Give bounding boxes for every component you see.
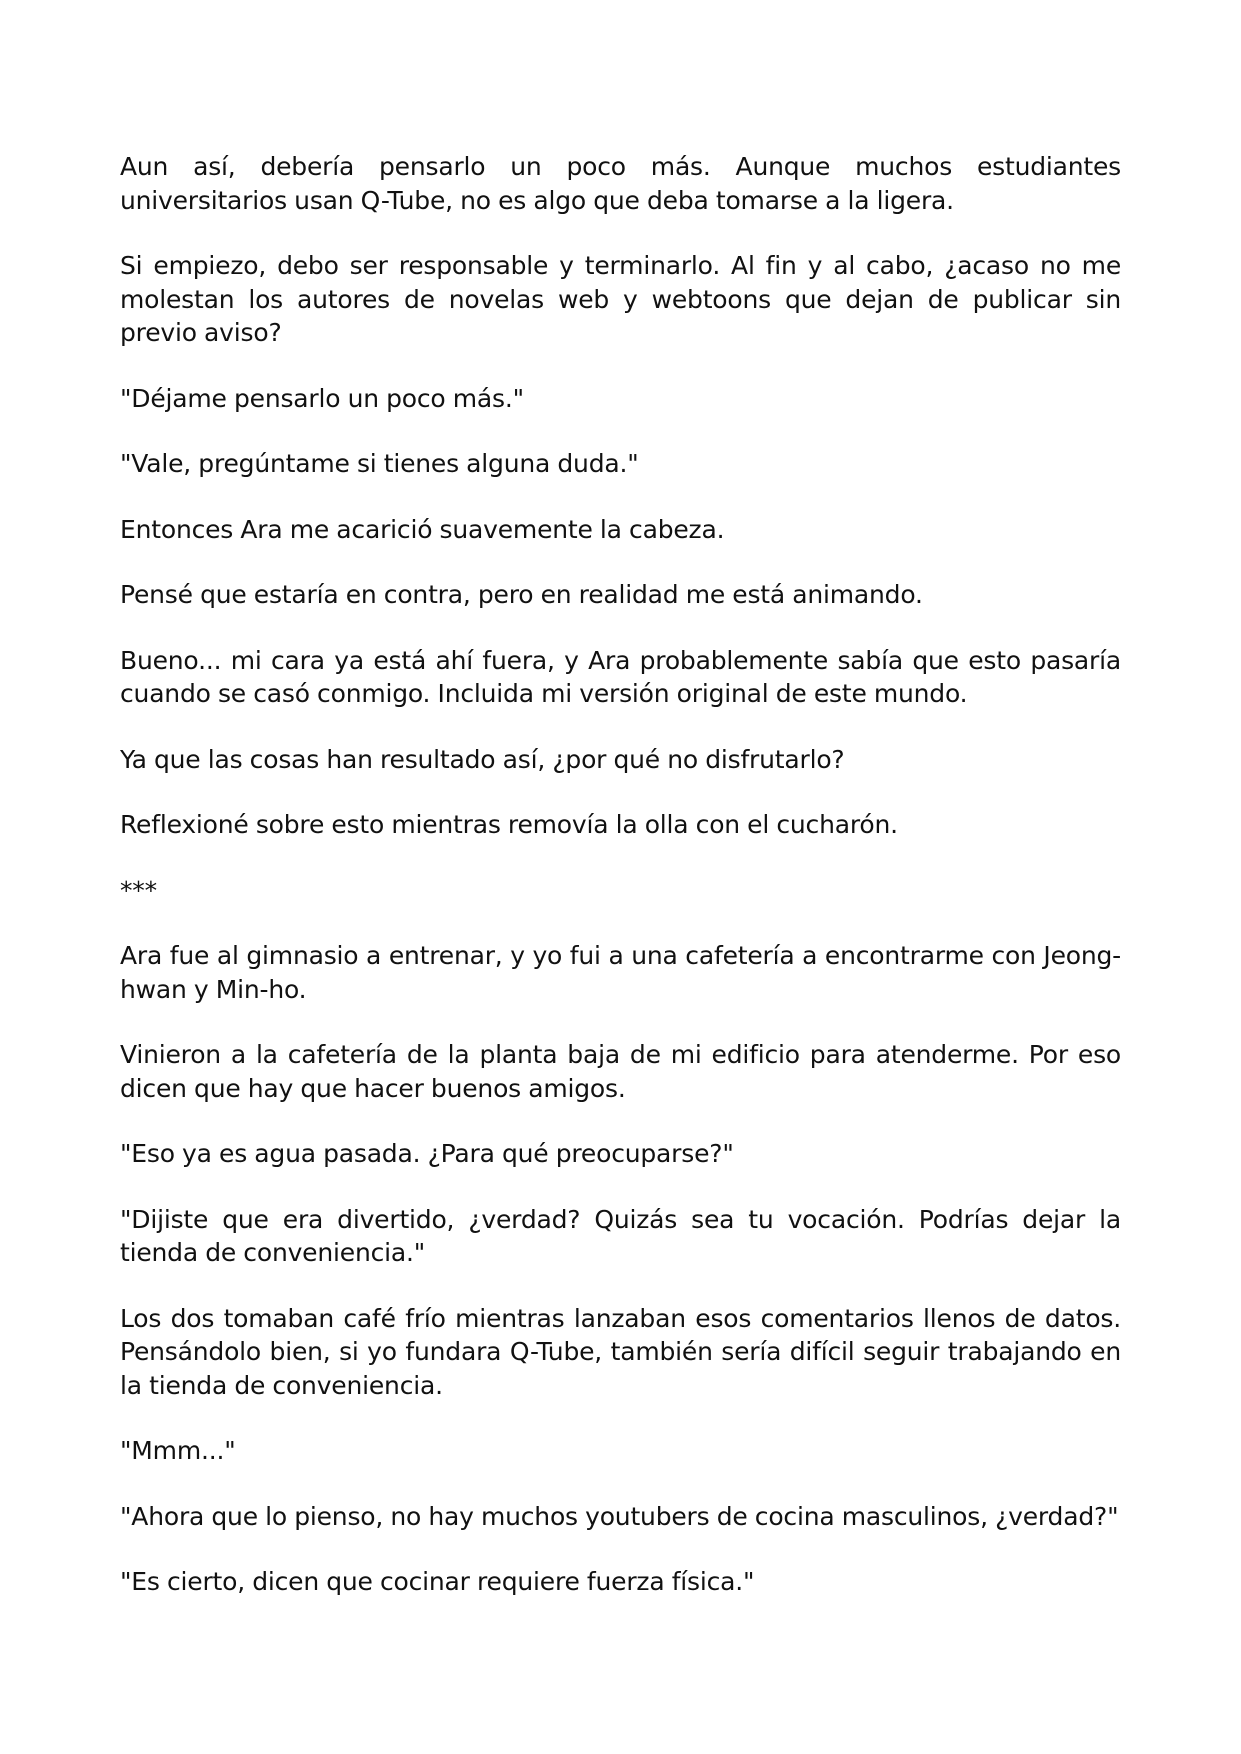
- paragraph-6: Pensé que estaría en contra, pero en realidad me está animando.: [120, 580, 923, 609]
- paragraph-5: Entonces Ara me acarició suavemente la cabeza.: [120, 514, 725, 544]
- paragraph-7: Bueno... mi cara ya está ahí fuera, y Ara probablemente sabía que esto pasaría cuando se casó conmigo. Incluida mi versión original de este mundo.: [120, 645, 1121, 708]
- document-page: [120, 150, 1121, 1631]
- paragraph-4: "Vale, pregúntame si tienes alguna duda.": [120, 449, 639, 478]
- paragraph-8: Ya que las cosas han resultado así, ¿por qué no disfrutarlo?: [120, 744, 845, 774]
- paragraph-11: Vinieron a la cafetería de la planta baja de mi edificio para atenderme. Por eso dicen que hay que hacer buenos amigos.: [120, 1040, 1121, 1103]
- paragraph-14: Los dos tomaban café frío mientras lanzaban esos comentarios llenos de datos. Pensándolo bien, si yo fundara Q-Tube, también sería difícil seguir trabajando en la tienda de conveniencia.: [120, 1303, 1121, 1400]
- paragraph-3: "Déjame pensarlo un poco más.": [120, 383, 524, 413]
- paragraph-12: "Eso ya es agua pasada. ¿Para qué preocuparse?": [120, 1139, 734, 1168]
- paragraph-1: Aun así, debería pensarlo un poco más. Aunque muchos estudiantes universitarios usan Q-Tube, no es algo que deba tomarse a la ligera.: [120, 152, 1121, 215]
- paragraph-9: Reflexioné sobre esto mientras removía la olla con el cucharón.: [120, 810, 898, 839]
- paragraph-10: Ara fue al gimnasio a entrenar, y yo fui a una cafetería a encontrarme con Jeong-hwan y Min-ho.: [120, 941, 1121, 1004]
- paragraph-17: "Es cierto, dicen que cocinar requiere fuerza física.": [120, 1567, 755, 1596]
- paragraph-2: Si empiezo, debo ser responsable y terminarlo. Al fin y al cabo, ¿acaso no me molestan los autores de novelas web y webtoons que dejan de publicar sin previo aviso?: [120, 251, 1121, 347]
- paragraph-13: "Dijiste que era divertido, ¿verdad? Quizás sea tu vocación. Podrías dejar la tienda de conveniencia.": [120, 1204, 1121, 1267]
- paragraph-16: "Ahora que lo pienso, no hay muchos youtubers de cocina masculinos, ¿verdad?": [120, 1501, 1119, 1531]
- scene-break: ***: [120, 875, 157, 905]
- paragraph-15: "Mmm...": [120, 1436, 236, 1465]
